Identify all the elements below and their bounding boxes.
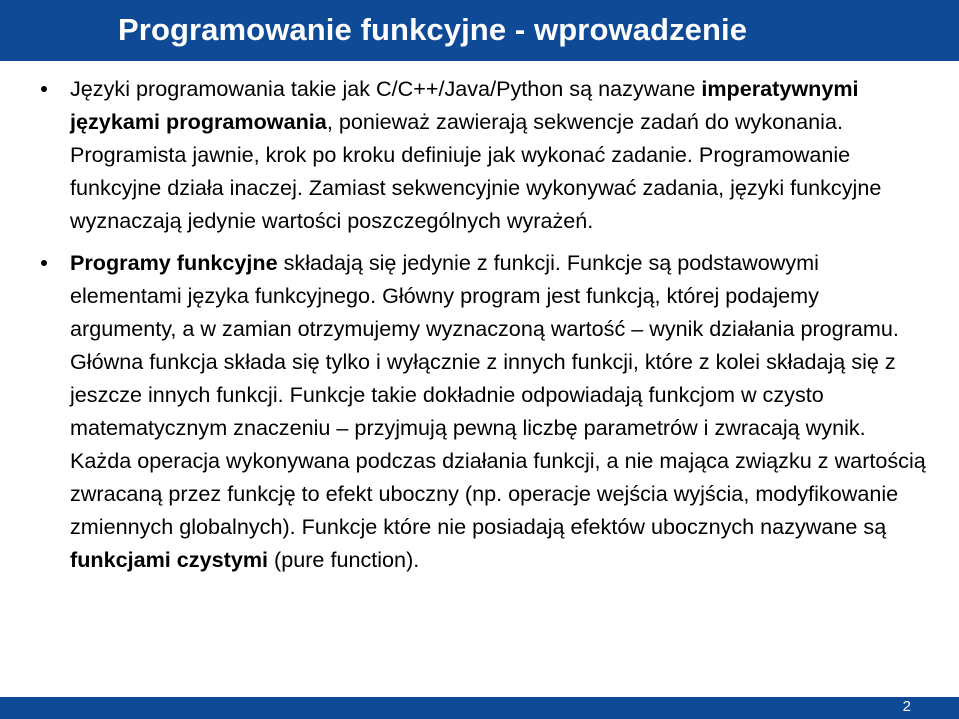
bullet-list bbox=[38, 72, 928, 585]
bullet-item-1 bbox=[38, 72, 928, 237]
bullet-1-text-start: Języki programowania takie jak C/C++/Java/Python są nazywane bbox=[70, 76, 702, 101]
bullet-1-text-end: , ponieważ zawierają sekwencje zadań do wykonania. Programista jawnie, krok po kroku definiuje jak wykonać zadanie. Programowanie funkcyjne działa inaczej. Zamiast sekwencyjnie wykonywać zadania, języki funkcyjne wyznaczają jedynie wartości poszczególnych wyrażeń. bbox=[70, 109, 882, 233]
bullet-2-text-end: (pure function). bbox=[268, 547, 420, 572]
page-number: 2 bbox=[902, 698, 911, 715]
bullet-2-bold-term-2: funkcjami czystymi bbox=[70, 547, 269, 572]
bullet-dot-icon bbox=[41, 86, 47, 92]
bullet-1-bold-term: imperatywnymi językami programowania bbox=[70, 76, 859, 134]
bullet-item-2 bbox=[38, 246, 928, 576]
slide-title: Programowanie funkcyjne - wprowadzenie bbox=[118, 12, 748, 47]
footer-bar bbox=[0, 697, 959, 719]
bullet-2-bold-term: Programy funkcyjne bbox=[70, 250, 278, 275]
bullet-dot-icon bbox=[41, 260, 47, 266]
bullet-2-text-main: składają się jedynie z funkcji. Funkcje są podstawowymi elementami języka funkcyjnego. Główny program jest funkcją, której podajemy argumenty, a w zamian otrzymujemy wyznaczoną wartość – wynik działania programu. Główna funkcja składa się tylko i wyłącznie z innych funkcji, które z kolei składają się z jeszcze innych funkcji. Funkcje takie dokładnie odpowiadają funkcjom w czysto matematycznym znaczeniu – przyjmują pewną liczbę parametrów i zwracają wynik. Każda operacja wykonywana podczas działania funkcji, a nie mająca związku z wartością zwracaną przez funkcję to efekt uboczny (np. operacje wejścia wyjścia, modyfikowanie zmiennych globalnych). Funkcje które nie posiadają efektów ubocznych nazywane są bbox=[70, 250, 926, 539]
title-bar bbox=[0, 0, 959, 61]
